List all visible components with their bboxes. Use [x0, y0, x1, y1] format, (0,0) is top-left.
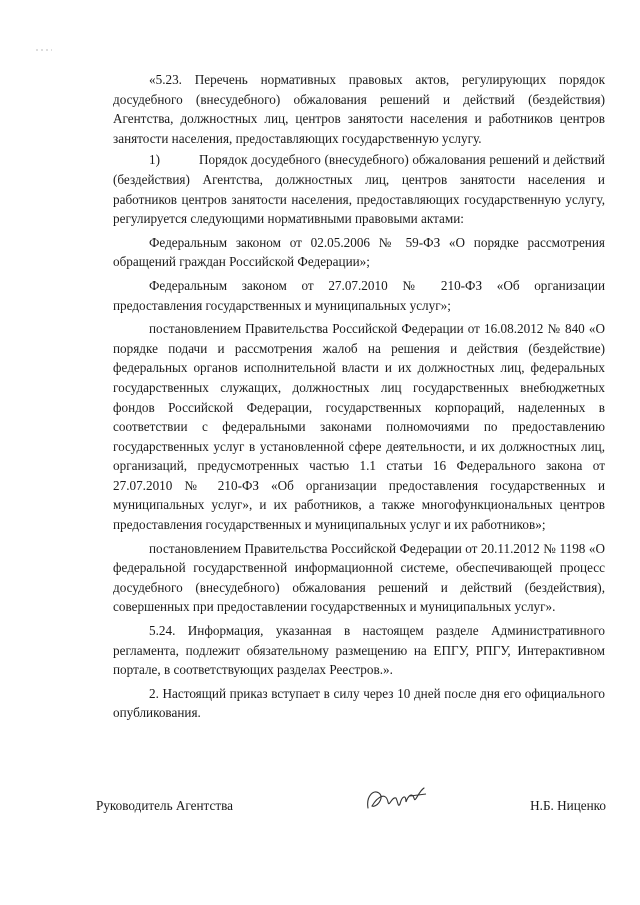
list-number: 1) — [149, 152, 160, 168]
signer-position: Руководитель Агентства — [96, 798, 233, 813]
scan-mark — [36, 38, 52, 40]
paragraph-5-23: «5.23. Перечень нормативных правовых актов, регулирующих порядок досудебного (внесудебного) обжалования решений и действий (бездействия) Агентства, должностных лиц, центров занятости населения и работников центров занятости населения, предоставляющих государственную услугу. — [113, 72, 605, 146]
document-body — [113, 70, 605, 723]
paragraph-effective-date: 2. Настоящий приказ вступает в силу через 10 дней после дня его официального опубликования. — [113, 685, 605, 721]
paragraph-law-59: Федеральным законом от 02.05.2006 № 59-ФЗ «О порядке рассмотрения обращений граждан Российской Федерации»; — [113, 234, 605, 270]
paragraph-5-24: 5.24. Информация, указанная в настоящем разделе Административного регламента, подлежит обязательному размещению на ЕПГУ, РПГУ, Интерактивном портале, в соответствующих разделах Реестров.». — [113, 623, 605, 678]
paragraph-decree-1198: постановлением Правительства Российской Федерации от 20.11.2012 № 1198 «О федеральной государственной информационной системе, обеспечивающей процесс досудебного (внесудебного) обжалования решений и действий (бездействия), совершенных при предоставлении государственных и муниципальных услуг». — [113, 540, 605, 615]
signature-block — [96, 794, 606, 824]
paragraph-law-210: Федеральным законом от 27.07.2010 № 210-ФЗ «Об организации предоставления государственных и муниципальных услуг»; — [113, 277, 605, 313]
handwritten-signature — [362, 782, 432, 818]
paragraph-decree-840: постановлением Правительства Российской Федерации от 16.08.2012 № 840 «О порядке подачи и рассмотрения жалоб на решения и действия (бездействие) федеральных органов исполнительной власти и их должностных лиц, федеральных государственных служащих, должностных лиц государственных внебюджетных фондов Российской Федерации, государственных корпораций, наделенных в соответствии с федеральными законами полномочиями по предоставлению государственных услуг в установленной сфере деятельности, и их должностных лиц, организаций, предусмотренных частью 1.1 статьи 16 Федерального закона от 27.07.2010 № 210-ФЗ «Об организации предоставления государственных и муниципальных услуг», и их работников, а также многофункциональных центров предоставления государственных и муниципальных услуг и их работников»; — [113, 321, 605, 533]
paragraph-list-item-1: Порядок досудебного (внесудебного) обжалования решений и действий (бездействия) Агентства, должностных лиц, центров занятости населения и работников центров занятости населения, предоставляющих государственную услугу, регулируется следующими нормативными правовыми актами: — [113, 152, 605, 227]
signer-name: Н.Б. Ниценко — [530, 798, 606, 813]
